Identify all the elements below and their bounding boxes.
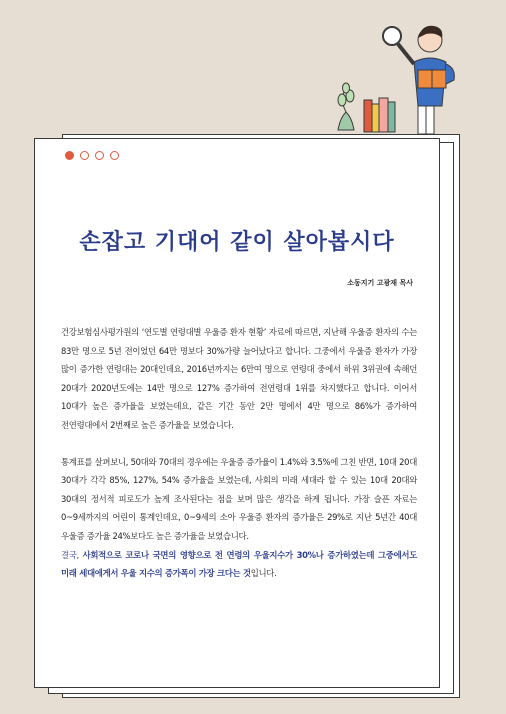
author-byline: 소동지기 고광재 목사 [347, 279, 413, 287]
window-dots [65, 151, 119, 160]
conclusion-highlight: 사회적으로 코로나 국면의 영향으로 전 연령의 우울지수가 30%나 증가하였는데 그중에서도 미래 세대에게서 우울 지수의 증가폭이 가장 크다는 것 [61, 549, 417, 579]
conclusion-tail: 입니다. [250, 568, 277, 579]
article-body [61, 323, 417, 583]
paragraph-2: 통계표를 살펴보니, 50대와 70대의 경우에는 우울증 증가율이 1.4%와 3.5%에 그친 반면, 10대 20대 30대가 각각 85%, 127%, 54% 증가율을 보였는데, 사회의 미래 세대라 할 수 있는 10대 20대와 30대의 정서적 피로도가 높게 조사된다는 점을 보며 많은 생각을 하게 됩니다. 가장 슬픈 자료는 0~9세까지의 어린이 통계인데요, 0~9세의 소아 우울증 환자의 증가율은 29%로 지난 5년간 40대 우울증 증가율 24%보다도 높은 증가율을 보였습니다. [61, 456, 417, 541]
dot-icon [80, 151, 89, 160]
plant-icon [338, 83, 354, 130]
conclusion-lead: 결국, [61, 549, 83, 560]
dot-icon [65, 151, 74, 160]
article-title: 손잡고 기대어 같이 살아봅시다 [79, 230, 395, 255]
binders-icon [364, 98, 395, 132]
paragraph-1: 건강보험심사평가원의 ‘연도별 연령대별 우울증 환자 현황’ 자료에 따르면, 지난해 우울증 환자의 수는 83만 명으로 5년 전이었던 64만 명보다 30%가량 늘어났다고 합니다. 그중에서 우울증 환자가 가장 많이 증가한 연령대는 20대인데요, 2016년까지는 6만여 명으로 연령대 중에서 하위 3위권에 속해던 20대가 2020년도에는 14만 명으로 127% 증가하여 전연령대 1위를 차지했다고 합니다. 이어서 10대가 높은 증가율을 보였는데요, 같은 기간 동안 2만 명에서 4만 명으로 86%가 증가하여 전연령대에서 2번째로 높은 증가율을 보였습니다. [61, 327, 417, 430]
article-card [34, 138, 440, 688]
conclusion-paragraph [61, 546, 417, 583]
dot-icon [110, 151, 119, 160]
dot-icon [95, 151, 104, 160]
